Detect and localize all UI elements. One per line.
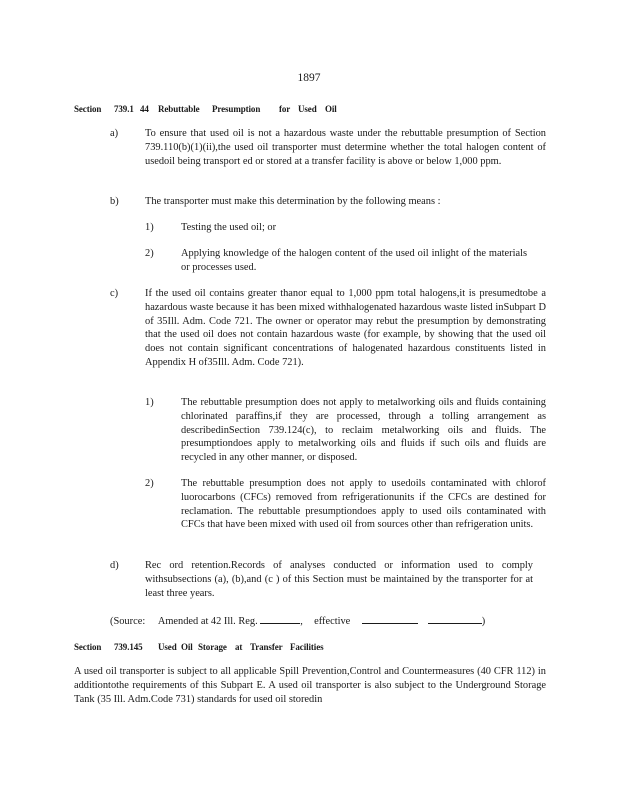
subsection-b-label: b) <box>110 196 119 207</box>
page-number: 1897 <box>297 72 321 84</box>
heading-word: 739.145 <box>114 642 143 652</box>
section-heading-739-144 <box>74 103 337 117</box>
heading-word: 44 <box>140 104 149 114</box>
effective-year-blank[interactable] <box>428 613 482 624</box>
effective-date-blank[interactable] <box>362 613 418 624</box>
subsection-c-label: c) <box>110 288 119 299</box>
heading-word: at <box>235 642 243 652</box>
heading-word: Section <box>74 104 102 114</box>
heading-word: Transfer <box>250 642 283 652</box>
heading-word: 739.1 <box>114 104 134 114</box>
subsection-c1-text: The rebuttable presumption does not apply to metalworking oils and fluids containing chlorinated paraffins,if they are processed, through a tolling arrangement as describedinSection 739.124(c), to reclaim metalworking oils and fluids. The presumptiondoes apply to metalworking oils and fluids if such oils and fluids are recycled in any other manner, or disposed. <box>181 397 546 464</box>
heading-word: Used <box>298 104 317 114</box>
section-heading-739-145 <box>74 641 324 655</box>
heading-word: Oil <box>325 104 337 114</box>
subsection-b1-label: 1) <box>145 222 154 233</box>
subsection-c-text: If the used oil contains greater thanor equal to 1,000 ppm total halogens,it is presumedtobe a hazardous waste because it has been mixed withhalogenated hazardous waste listed inSubpart D of 35Ill. Adm. Code 721. The owner or operator may rebut the presumption by demonstrating that the used oil does not contain hazardous waste (for example, by showing that the used oil does not contain significant concentrations of halogenated hazardous constituents listed in Appendix H of35Ill. Adm. Code 721). <box>145 288 546 368</box>
heading-word: Rebuttable <box>158 104 200 114</box>
subsection-a-label: a) <box>110 128 119 139</box>
register-volume-blank[interactable] <box>260 613 300 624</box>
subsection-b-text: The transporter must make this determination by the following means : <box>145 196 441 207</box>
source-amended: Amended at 42 Ill. Reg. <box>157 616 258 627</box>
subsection-d-text: Rec ord retention.Records of analyses conducted or information used to comply withsubsections (a), (b),and (c ) of this Section must be maintained by the transporter for at least three years. <box>145 560 533 599</box>
subsection-c1-label: 1) <box>145 397 154 408</box>
source-close: ) <box>481 616 486 627</box>
subsection-c2-text: The rebuttable presumption does not apply to usedoils contaminated with chlorof luorocarbons (CFCs) removed from refrigerationunits if the CFCs are destined for reclamation. The rebuttable presumptiondoes apply to used oils contaminated with CFCs that have been mixed with used oil from sources other than refrigeration units. <box>181 478 546 531</box>
heading-word: Oil <box>181 642 193 652</box>
subsection-a-text: To ensure that used oil is not a hazardous waste under the rebuttable presumption of Section 739.110(b)(1)(ii),the used oil transporter must determine whether the total halogen content of usedoil being transport ed or stored at a transfer facility is above or below 1,000 ppm. <box>145 128 546 167</box>
heading-word: Presumption <box>212 104 261 114</box>
subsection-c2-label: 2) <box>145 478 154 489</box>
subsection-b2-label: 2) <box>145 248 154 259</box>
source-prefix: (Source: <box>110 616 146 627</box>
heading-word: Facilities <box>290 642 324 652</box>
subsection-b1-text: Testing the used oil; or <box>181 222 277 233</box>
heading-word: Used <box>158 642 177 652</box>
heading-word: for <box>279 104 291 114</box>
section-739-145-text: A used oil transporter is subject to all applicable Spill Prevention,Control and Countermeasures (40 CFR 112) in additiontothe requirements of this Subpart E. A used oil transporter is also subject to the Underground Storage Tank (35 Ill. Adm.Code 731) standards for used oil storedin <box>74 666 546 705</box>
source-effective: effective <box>314 616 351 627</box>
source-note <box>110 613 485 629</box>
subsection-b2-text: Applying knowledge of the halogen content of the used oil inlight of the materials or processes used. <box>181 248 527 273</box>
source-comma: , <box>300 616 303 627</box>
heading-word: Section <box>74 642 102 652</box>
heading-word: Storage <box>198 642 227 652</box>
subsection-d-label: d) <box>110 560 119 571</box>
